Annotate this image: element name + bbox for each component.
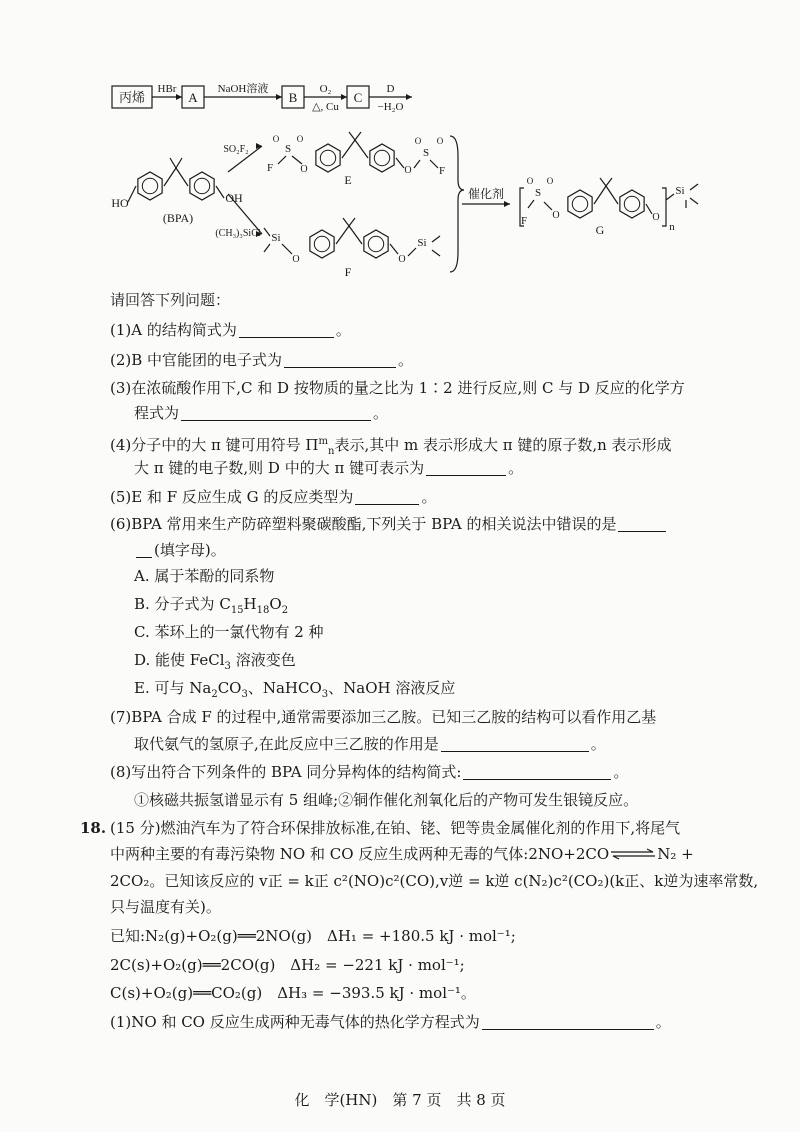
catalyst-label: 催化剂: [467, 187, 505, 201]
q1-answer-blank[interactable]: [239, 321, 334, 338]
bpa-label: (BPA): [162, 211, 194, 225]
bond-line: [176, 158, 182, 168]
q18-1-period: 。: [655, 1013, 671, 1031]
bond-line: [349, 218, 355, 226]
option-e-nahco: 、NaHCO: [247, 679, 322, 697]
bond-line: [390, 244, 398, 254]
q7-line1: (7)BPA 合成 F 的过程中,通常需要添加三乙胺。已知三乙胺的结构可以看作用乙基: [110, 708, 657, 726]
bond-line: [278, 156, 286, 164]
bond-line: [414, 160, 420, 168]
bond-line: [349, 132, 355, 140]
g-f-label: F: [520, 215, 528, 227]
g-si-label: Si: [675, 185, 685, 197]
bond-line: [594, 186, 606, 204]
scheme-box-label: C: [353, 90, 363, 105]
given-eq1: 已知:N₂(g)+O₂(g)══2NO(g) ΔH₁ = +180.5 kJ · mol⁻¹;: [110, 927, 516, 945]
option-b-text: B. 分子式为 C: [134, 595, 231, 613]
bond-line: [342, 140, 355, 158]
page-footer: 化 学(HN) 第 7 页 共 8 页: [294, 1091, 506, 1109]
bond-line: [528, 200, 534, 208]
q5-answer-blank[interactable]: [355, 488, 419, 505]
bond-line: [355, 140, 368, 158]
option-d: [134, 650, 296, 677]
bond-line: [396, 158, 404, 168]
q4-period: 。: [508, 459, 524, 477]
bond-line: [128, 186, 136, 202]
bond-line: [264, 244, 270, 252]
d-sub: 3: [224, 661, 231, 672]
benzene-ring-icon: [190, 172, 214, 200]
bond-line: [606, 178, 612, 186]
intro-line: 请回答下列问题：: [110, 291, 231, 309]
q5: [110, 487, 436, 507]
bond-line: [336, 226, 349, 244]
b-sub-o: 2: [281, 605, 289, 616]
f-o-label: O: [292, 254, 300, 265]
bond-line: [690, 184, 698, 190]
q18-number: 18.: [80, 819, 107, 837]
q7-line2: [134, 734, 606, 754]
bond-line: [646, 204, 652, 214]
q2-period: 。: [398, 351, 414, 369]
g-o-label: O: [552, 210, 560, 221]
ho-label: HO: [111, 196, 129, 210]
benzene-ring-icon: [310, 230, 334, 258]
aromatic-circle-icon: [572, 196, 587, 211]
q2: [110, 350, 413, 370]
aromatic-circle-icon: [314, 236, 329, 251]
given-eq3: C(s)+O₂(g)══CO₂(g) ΔH₃ = −393.5 kJ · mol⁻¹。: [110, 984, 476, 1002]
benzene-ring-icon: [138, 172, 162, 200]
option-b: [134, 594, 288, 621]
arrow-head-icon: [176, 94, 182, 100]
given-eq2: 2C(s)+O₂(g)══2CO(g) ΔH₂ = −221 kJ · mol⁻¹;: [110, 956, 465, 974]
bond-line: [432, 236, 440, 242]
e-s-label: S: [284, 143, 292, 155]
g-s-label: S: [534, 187, 542, 199]
e-f-label: F: [438, 165, 446, 177]
q3-answer-blank[interactable]: [181, 404, 371, 421]
q7-answer-blank[interactable]: [441, 735, 589, 752]
q2-answer-blank[interactable]: [284, 351, 396, 368]
q1-period: 。: [335, 321, 351, 339]
q18-1-answer-blank[interactable]: [482, 1013, 654, 1030]
arrow-head-icon: [406, 94, 412, 100]
bond-line: [343, 218, 349, 226]
q8-period: 。: [613, 763, 629, 781]
bond-line: [430, 160, 438, 168]
bond-line: [606, 186, 618, 204]
e-sub-na: 2: [211, 689, 218, 700]
q2-text: (2)B 中官能团的电子式为: [110, 351, 283, 369]
arrow-label-below: △, Cu: [312, 101, 339, 113]
benzene-ring-icon: [316, 144, 340, 172]
bond-line: [544, 202, 552, 210]
e-sub-hco: 3: [321, 689, 329, 700]
bond-line: [432, 250, 440, 256]
e-f-label: F: [266, 162, 274, 174]
q6-text: (6)BPA 常用来生产防碎塑料聚碳酸酯,下列关于 BPA 的相关说法中错误的是: [110, 515, 617, 533]
q18-line1: (15 分)燃油汽车为了符合环保排放标准,在铂、铑、钯等贵金属催化剂的作用下,将尾气: [110, 819, 681, 837]
bond-line: [264, 228, 270, 236]
q18-line3: 2CO₂。已知该反应的 v正 = k正 c²(NO)c²(CO),v逆 = k逆 c(N₂)c²(CO₂)(k正、k逆为速率常数,: [110, 872, 759, 890]
benzene-ring-icon: [370, 144, 394, 172]
q8-answer-blank[interactable]: [463, 763, 611, 780]
scheme-box-label: B: [288, 90, 298, 105]
e-o-label: O: [296, 134, 304, 144]
q7-period: 。: [590, 735, 606, 753]
bond-line: [282, 244, 292, 254]
b-sub-h: 18: [256, 605, 270, 616]
benzene-ring-icon: [364, 230, 388, 258]
scheme-box-label: A: [188, 90, 198, 105]
q8-conditions: ①核磁共振氢谱显示有 5 组峰;②铜作催化剂氧化后的产物可发生银镜反应。: [134, 791, 639, 809]
g-o-label: O: [546, 176, 554, 186]
oh-label: OH: [225, 191, 243, 205]
option-e-rest: 、NaOH 溶液反应: [328, 679, 456, 697]
option-e-co: CO: [217, 679, 242, 697]
aromatic-circle-icon: [374, 150, 389, 165]
bond-line: [690, 198, 698, 204]
q3-period: 。: [373, 404, 389, 422]
q4-line2: [134, 458, 523, 478]
q4-answer-blank[interactable]: [426, 459, 506, 476]
q5-period: 。: [421, 488, 437, 506]
q8: [110, 762, 628, 782]
bond-line: [176, 168, 188, 186]
e-o-label: O: [404, 165, 412, 176]
arrow-label-below: −H₂O: [377, 101, 404, 113]
q3-line2: [134, 403, 388, 423]
q3-text: 程式为: [134, 404, 180, 422]
equilibrium-arrow-icon: [609, 845, 657, 865]
q18-line4: 只与温度有关)。: [110, 898, 221, 916]
e-o-label: O: [436, 136, 444, 146]
aromatic-circle-icon: [368, 236, 383, 251]
arrow-head-icon: [341, 94, 347, 100]
g-o-label: O: [526, 176, 534, 186]
f-label: F: [344, 265, 352, 279]
q18-eq-left: 中两种主要的有毒污染物 NO 和 CO 反应生成两种无毒的气体:2NO+2CO: [110, 845, 610, 863]
q6-answer-blank-2[interactable]: [136, 541, 152, 558]
bond-line: [349, 226, 362, 244]
aromatic-circle-icon: [624, 196, 639, 211]
e-s-label: S: [422, 147, 430, 159]
e-o-label: O: [414, 136, 422, 146]
q6-line1: [110, 514, 668, 534]
option-e-na: E. 可与 Na: [134, 679, 212, 697]
e-o-label: O: [272, 134, 280, 144]
bond-line: [666, 194, 674, 200]
bond-line: [408, 248, 416, 256]
f-o-label: O: [398, 254, 406, 265]
b-sub-c: 15: [230, 605, 244, 616]
arrow-head-icon: [504, 201, 510, 207]
bond-line: [355, 132, 361, 140]
q18-line2: [110, 844, 694, 865]
bond-line: [170, 158, 176, 168]
n-label: n: [669, 221, 675, 233]
aromatic-circle-icon: [142, 178, 157, 193]
e-sub-co: 3: [241, 689, 248, 700]
q4-text-c: 大 π 键的电子数,则 D 中的大 π 键可表示为: [134, 459, 425, 477]
option-c: C. 苯环上的一氯代物有 2 种: [134, 623, 324, 641]
brace-icon: [450, 136, 464, 272]
q1: [110, 320, 351, 340]
option-d-text: D. 能使 FeCl: [134, 651, 225, 669]
q1-text: (1)A 的结构简式为: [110, 321, 237, 339]
bond-line: [216, 186, 224, 198]
bond-line: [600, 178, 606, 186]
arrow-head-icon: [276, 94, 282, 100]
g-o-label: O: [652, 212, 660, 223]
b-o: O: [269, 595, 282, 613]
bond-line: [164, 168, 176, 186]
q4-text-a: (4)分子中的大 π 键可用符号 Π: [110, 436, 319, 454]
scheme-box-label: 丙烯: [118, 90, 146, 105]
q18-1: [110, 1012, 671, 1032]
arrow-label-above: NaOH溶液: [217, 83, 269, 95]
bond-line: [292, 156, 302, 164]
reaction-scheme: [100, 76, 740, 304]
reagent-top-label: SO₂F₂: [223, 144, 249, 155]
q18-eq-right: N₂ +: [657, 845, 694, 863]
q5-text: (5)E 和 F 反应生成 G 的反应类型为: [110, 488, 354, 506]
benzene-ring-icon: [620, 190, 644, 218]
q18-1-text: (1)NO 和 CO 反应生成两种无毒气体的热化学方程式为: [110, 1013, 480, 1031]
pi-sub: n: [327, 446, 335, 457]
b-h: H: [243, 595, 257, 613]
q6-text-2: (填字母)。: [154, 541, 226, 559]
aromatic-circle-icon: [194, 178, 209, 193]
q7-text: 取代氨气的氢原子,在此反应中三乙胺的作用是: [134, 735, 439, 753]
arrow-label-above: HBr: [157, 83, 177, 95]
q6-answer-blank[interactable]: [618, 515, 666, 532]
benzene-ring-icon: [568, 190, 592, 218]
aromatic-circle-icon: [320, 150, 335, 165]
q8-text: (8)写出符合下列条件的 BPA 同分异构体的结构简式:: [110, 763, 462, 781]
arrow-label-above: D: [386, 83, 395, 95]
f-si-label: Si: [417, 237, 427, 249]
g-label: G: [595, 223, 605, 237]
f-si-label: Si: [271, 232, 281, 244]
e-o-label: O: [300, 164, 308, 175]
q6-line2: [134, 540, 226, 560]
option-d-text-2: 溶液变色: [235, 651, 296, 669]
q3-line1: (3)在浓硫酸作用下,C 和 D 按物质的量之比为 1∶2 进行反应,则 C 与 D 反应的化学方: [110, 379, 685, 397]
bracket-icon: [662, 188, 666, 226]
option-e: [134, 678, 455, 705]
arrow-label-above: O₂: [319, 83, 332, 95]
option-a: A. 属于苯酚的同系物: [134, 567, 275, 585]
e-label: E: [344, 173, 352, 187]
q4-text-b: 表示,其中 m 表示形成大 π 键的原子数,n 表示形成: [334, 436, 672, 454]
reagent-bottom-label: (CH₃)₃SiCl: [215, 228, 261, 239]
pi-sup: m: [318, 436, 328, 447]
